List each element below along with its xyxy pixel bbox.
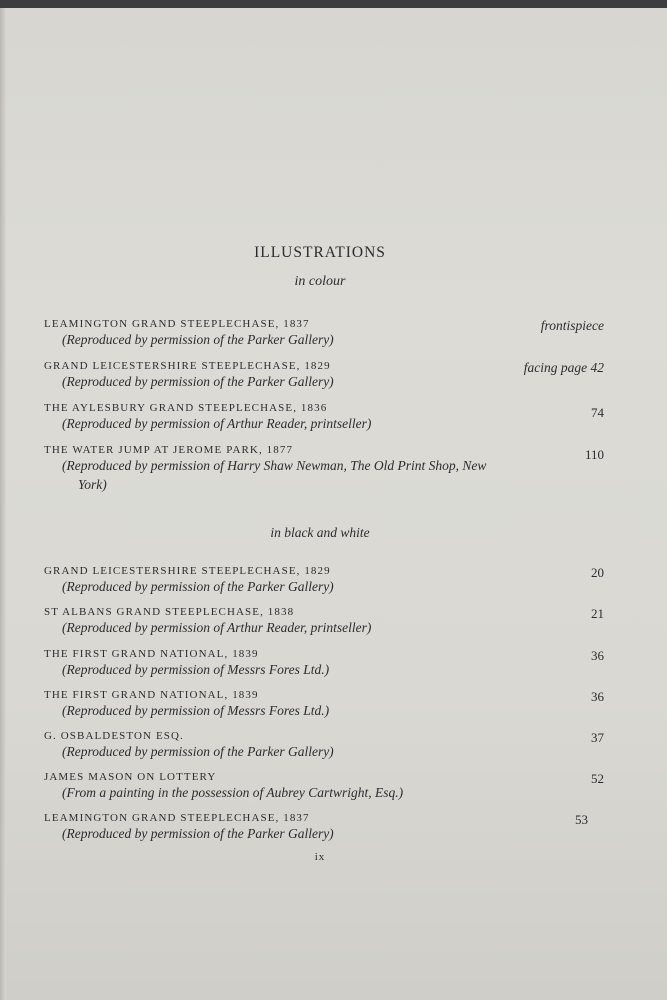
page-number: ix	[314, 851, 326, 863]
item-credit: (Reproduced by permission of Messrs Fores Ltd.)	[62, 662, 330, 677]
item-page: 21	[591, 606, 604, 621]
list-item	[44, 444, 604, 494]
item-caption: GRAND LEICESTERSHIRE STEEPLECHASE, 1829	[44, 565, 331, 577]
item-page: facing page 42	[523, 360, 604, 375]
item-credit: (Reproduced by permission of the Parker Gallery)	[62, 579, 334, 594]
colour-section-label: in colour	[294, 274, 346, 289]
item-caption: JAMES MASON ON LOTTERY	[44, 771, 217, 783]
list-item	[44, 360, 604, 391]
item-credit: (Reproduced by permission of Harry Shaw Newman, The Old Print Shop, New	[62, 458, 487, 473]
item-credit: (Reproduced by permission of Arthur Reader, printseller)	[62, 620, 372, 635]
item-caption: ST ALBANS GRAND STEEPLECHASE, 1838	[44, 606, 295, 618]
item-caption: THE FIRST GRAND NATIONAL, 1839	[44, 689, 259, 701]
item-page: 52	[591, 771, 604, 786]
book-page	[0, 8, 667, 1000]
list-item	[44, 565, 604, 596]
item-credit: (Reproduced by permission of the Parker Gallery)	[62, 744, 334, 759]
list-item	[44, 606, 604, 637]
item-caption: GRAND LEICESTERSHIRE STEEPLECHASE, 1829	[44, 360, 331, 372]
item-caption: LEAMINGTON GRAND STEEPLECHASE, 1837	[44, 812, 310, 824]
list-item	[44, 812, 604, 843]
item-page: frontispiece	[540, 318, 604, 333]
item-credit: (Reproduced by permission of the Parker Gallery)	[62, 374, 334, 389]
item-credit: (From a painting in the possession of Aubrey Cartwright, Esq.)	[62, 785, 404, 800]
list-item	[44, 648, 604, 679]
item-caption: THE FIRST GRAND NATIONAL, 1839	[44, 648, 259, 660]
item-caption: THE AYLESBURY GRAND STEEPLECHASE, 1836	[44, 402, 328, 414]
item-page: 37	[591, 730, 604, 745]
item-caption: THE WATER JUMP AT JEROME PARK, 1877	[44, 444, 294, 456]
list-item	[44, 318, 604, 349]
bw-section-label: in black and white	[270, 525, 370, 540]
list-item	[44, 730, 604, 761]
item-credit: (Reproduced by permission of the Parker Gallery)	[62, 332, 334, 347]
list-item	[44, 402, 604, 433]
item-credit-continued: York)	[78, 477, 107, 492]
item-page: 36	[591, 689, 604, 704]
item-credit: (Reproduced by permission of the Parker Gallery)	[62, 826, 334, 841]
item-page: 36	[591, 648, 604, 663]
item-page: 74	[591, 405, 604, 420]
list-item	[44, 771, 604, 802]
list-item	[44, 689, 604, 720]
item-caption: G. OSBALDESTON ESQ.	[44, 730, 184, 742]
item-credit: (Reproduced by permission of Messrs Fores Ltd.)	[62, 703, 330, 718]
item-page: 20	[591, 565, 604, 580]
item-credit: (Reproduced by permission of Arthur Reader, printseller)	[62, 416, 372, 431]
item-page: 53	[575, 812, 588, 827]
page-title: ILLUSTRATIONS	[254, 244, 386, 261]
item-page: 110	[584, 447, 604, 462]
item-caption: LEAMINGTON GRAND STEEPLECHASE, 1837	[44, 318, 310, 330]
